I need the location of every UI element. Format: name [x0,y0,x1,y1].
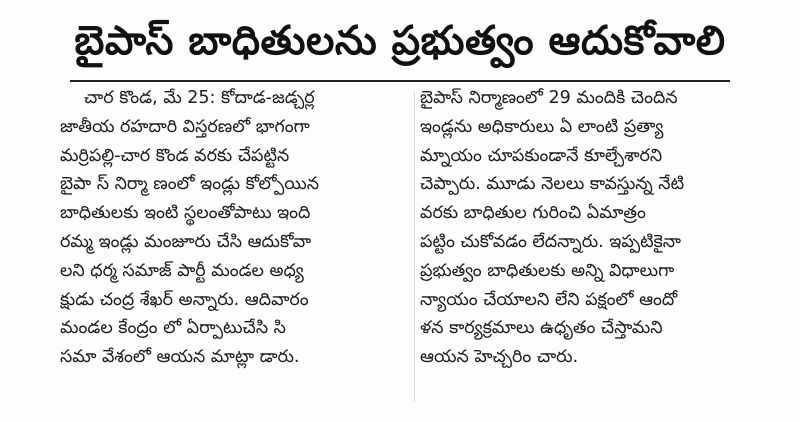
left-line-2: జాతీయ రహదారి విస్తరణలో భాగంగా [60,116,310,137]
right-line-8: న్యాయం చేయాలని లేని పక్షంలో ఆందో [420,289,678,310]
left-line-1: చార కొండ, మే 25: కోదాడ-జడ్చర్ల [84,88,315,108]
right-line-10: ఆయన హెచ్చరిం చారు. [420,347,579,368]
left-column [60,84,410,372]
left-line-6: రమ్మ ఇండ్లు మంజూరు చేసి ఆదుకోవా [60,231,312,252]
left-line-10: సమా వేశంలో ఆయన మాట్లా డారు. [60,347,300,368]
right-line-9: ళన కార్యక్రమాలు ఉధృతం చేస్తామని [420,318,663,339]
right-line-4: చెప్పారు. మూడు నెలలు కావస్తున్న నేటి [420,174,685,195]
right-column [420,84,760,372]
left-line-4: బైపా స్ నిర్మా ణంలో ఇండ్లు కోల్పోయిన [60,174,320,195]
headline-rule [70,80,730,82]
left-line-7: లని ధర్మ సమాజ్ పార్టీ మండల అధ్య [60,260,304,281]
right-line-7: ప్రభుత్వం బాధితులకు అన్ని విధాలుగా [420,260,675,281]
right-line-1: బైపాస్ నిర్మాణంలో 29 మందికి చెందిన [420,88,678,108]
right-line-3: మ్నాయం చూపకుండానే కూల్చేశారని [420,145,663,166]
left-line-5: బాధితులకు ఇంటి స్థలంతోపాటు ఇంది [60,203,311,224]
left-line-8: క్షుడు చంద్ర శేఖర్ అన్నారు. ఆదివారం [60,289,309,310]
right-line-5: వరకు బాధితుల గురించి ఏమాత్రం [420,203,646,224]
left-line-3: మర్రిపల్లి-చార కొండ వరకు చేపట్టిన [60,145,290,166]
right-line-2: ఇండ్లను అధికారులు ఏ లాంటి ప్రత్యా [420,116,664,137]
left-line-9: మండల కేంద్రం లో ఏర్పాటుచేసి సి [60,318,286,339]
right-line-6: పట్టిం చుకోవడం లేదన్నారు. ఇప్పటికైనా [420,231,681,252]
headline: బైపాస్ బాధితులను ప్రభుత్వం ఆదుకోవాలి [74,18,726,64]
column-divider [414,92,415,402]
